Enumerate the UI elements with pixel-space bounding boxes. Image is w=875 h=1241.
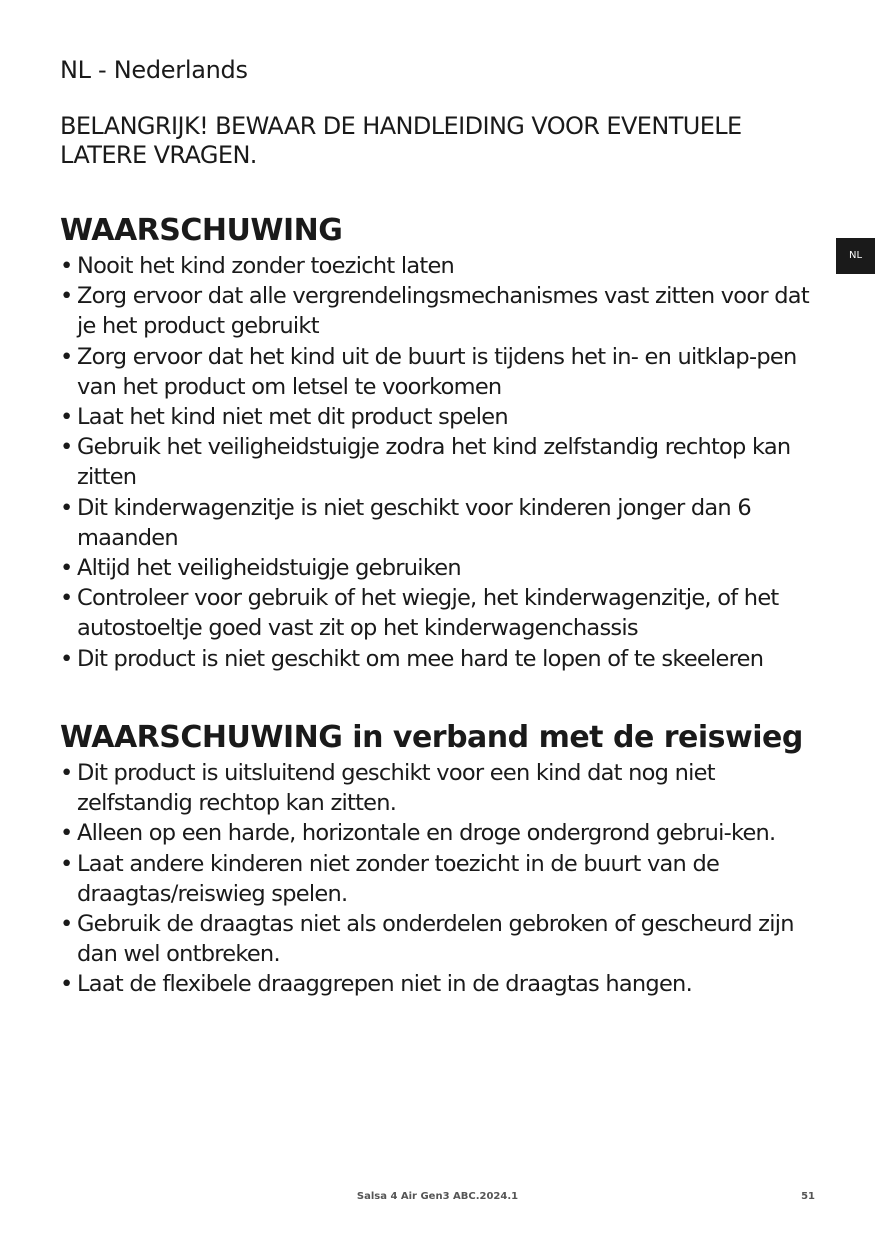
list-item <box>60 909 820 969</box>
list-item <box>60 402 820 432</box>
list-item-text: Altijd het veiligheidstuigje gebruiken <box>77 555 461 582</box>
bullet-icon: • <box>60 645 73 672</box>
bullet-icon: • <box>60 850 73 877</box>
bullet-icon: • <box>60 911 73 938</box>
list-item <box>60 553 820 583</box>
list-item-text: Laat andere kinderen niet zonder toezicht in de buurt van de draagtas/reiswieg spelen. <box>77 850 720 907</box>
footer-document-title: Salsa 4 Air Gen3 ABC.2024.1 <box>356 1191 519 1202</box>
warning-title: WAARSCHUWING <box>60 213 343 248</box>
bullet-icon: • <box>60 760 73 786</box>
warning-section <box>60 213 820 674</box>
list-item <box>60 281 820 341</box>
bullet-icon: • <box>60 404 73 431</box>
bullet-icon: • <box>60 434 73 461</box>
important-notice: BELANGRIJK! BEWAAR DE HANDLEIDING VOOR EVENTUELE LATERE VRAGEN. <box>60 112 742 169</box>
list-item <box>60 818 820 848</box>
list-item-text: Laat de flexibele draaggrepen niet in de draagtas hangen. <box>77 971 692 998</box>
warning-list <box>60 251 820 674</box>
list-item <box>60 969 820 999</box>
bullet-icon: • <box>60 585 73 612</box>
list-item-text: Dit product is niet geschikt om mee hard te lopen of te skeeleren <box>77 645 764 672</box>
list-item-text: Dit product is uitsluitend geschikt voor een kind dat nog niet zelfstandig rechtop kan zitten. <box>77 760 715 817</box>
list-item-text: Dit kinderwagenzitje is niet geschikt voor kinderen jonger dan 6 maanden <box>77 494 751 551</box>
list-item-text: Laat het kind niet met dit product spelen <box>77 404 508 431</box>
bullet-icon: • <box>60 283 73 310</box>
language-heading: NL - Nederlands <box>60 56 248 84</box>
list-item <box>60 849 820 909</box>
list-item <box>60 432 820 492</box>
list-item-text: Nooit het kind zonder toezicht laten <box>77 253 455 279</box>
list-item <box>60 493 820 553</box>
page-number: 51 <box>801 1191 815 1202</box>
bullet-icon: • <box>60 494 73 521</box>
bullet-icon: • <box>60 343 73 370</box>
list-item <box>60 644 820 674</box>
list-item-text: Alleen op een harde, horizontale en droge ondergrond gebrui-ken. <box>77 820 776 847</box>
list-item-text: Zorg ervoor dat het kind uit de buurt is tijdens het in- en uitklap-pen van het product om letsel te voorkomen <box>77 343 797 400</box>
language-tab: NL <box>836 238 875 274</box>
carrycot-warning-title: WAARSCHUWING in verband met de reiswieg <box>60 720 803 755</box>
bullet-icon: • <box>60 971 73 998</box>
list-item-text: Zorg ervoor dat alle vergrendelingsmechanismes vast zitten voor dat je het product gebruikt <box>77 283 809 340</box>
carrycot-warning-list <box>60 758 820 1000</box>
list-item <box>60 342 820 402</box>
bullet-icon: • <box>60 555 73 582</box>
bullet-icon: • <box>60 820 73 847</box>
list-item <box>60 583 820 643</box>
bullet-icon: • <box>60 253 73 279</box>
list-item-text: Gebruik de draagtas niet als onderdelen gebroken of gescheurd zijn dan wel ontbreken. <box>77 911 794 968</box>
list-item <box>60 251 820 281</box>
list-item <box>60 758 820 818</box>
list-item-text: Gebruik het veiligheidstuigje zodra het kind zelfstandig rechtop kan zitten <box>77 434 791 491</box>
list-item-text: Controleer voor gebruik of het wiegje, het kinderwagenzitje, of het autostoeltje goed vast zit op het kinderwagenchassis <box>77 585 779 642</box>
carrycot-warning-section <box>60 720 820 1000</box>
